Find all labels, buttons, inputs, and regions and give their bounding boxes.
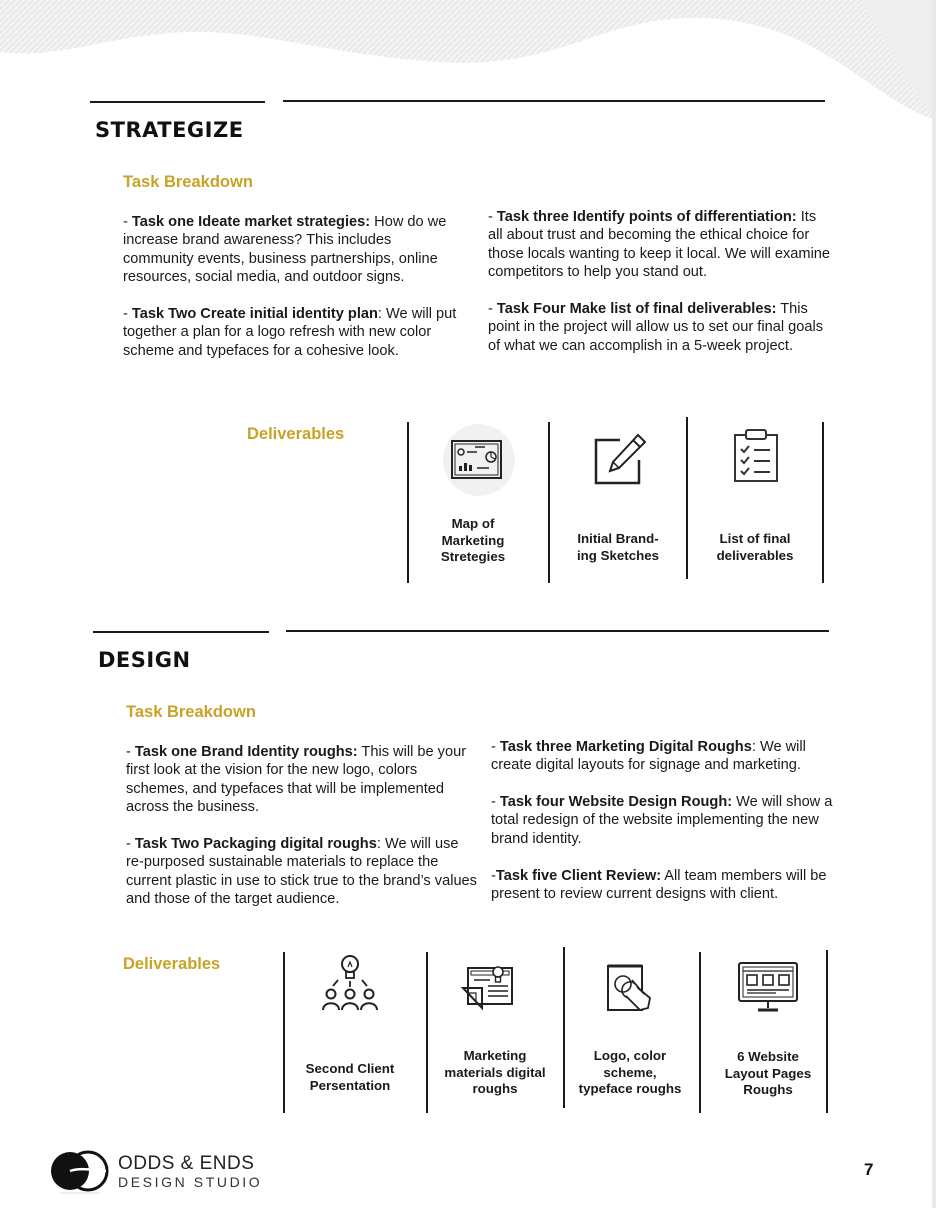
marketing-dashboard-icon [441,424,517,498]
task-breakdown-heading: Task Breakdown [123,173,253,191]
divider [686,417,688,579]
section-rule-right [286,630,829,632]
page-number: 7 [864,1160,874,1179]
deliverable-label: Marketing materials digital roughs [444,1048,546,1096]
divider [563,947,565,1108]
page-edge [932,0,936,1208]
divider [283,952,285,1113]
deliverable-label: 6 Website Layout Pages Roughs [724,1049,812,1097]
section-title-design: DESIGN [98,648,191,672]
website-monitor-icon [736,960,800,1014]
divider [548,422,550,583]
deliverable-label: List of final deliverables [716,531,794,563]
deliverables-heading: Deliverables [123,955,221,973]
divider [826,950,828,1113]
section-title-strategize: STRATEGIZE [95,118,244,142]
divider [426,952,428,1113]
deliverable-label: Logo, color scheme, typeface roughs [578,1048,682,1096]
divider [822,422,824,583]
strategize-task-one: - Task one Ideate market strategies: How do we increase brand awareness? This includes community events, business partnerships, online resources, social media, and outdoor signs. [123,214,447,285]
studio-name: ODDS & ENDS [118,1153,255,1174]
divider [699,952,701,1113]
design-tools-icon [460,962,516,1012]
studio-logo-icon [50,1146,112,1196]
design-task-two: - Task Two Packaging digital roughs: We will use re-purposed sustainable materials to replace the current plastic in use to stick true to the brand’s values and those of the target audience. [126,836,477,907]
section-rule-left [93,631,269,633]
design-task-five: -Task five Client Review: All team members will be present to review current designs with client. [491,868,827,903]
design-task-three: - Task three Marketing Digital Roughs: We will create digital layouts for signage and marketing. [491,739,806,774]
design-task-one: - Task one Brand Identity roughs: This will be your first look at the vision for the new logo, colors schemes, and typefaces that will be implemented across the business. [126,744,467,815]
deliverable-label: Map of Marketing Stretegies [440,516,506,564]
section-rule-right [283,100,825,102]
strategize-task-three: - Task three Identify points of differentiation: Its all about trust and becoming the ethical choice for those locals wanting to keep it local. We will examine competitors to help you stand out. [488,209,831,280]
deliverable-label: Second Client Persentation [305,1061,395,1093]
checklist-clipboard-icon [732,428,780,484]
team-idea-icon [318,952,382,1014]
deliverables-heading: Deliverables [247,425,345,443]
task-breakdown-heading: Task Breakdown [126,703,256,721]
design-task-four: - Task four Website Design Rough: We will show a total redesign of the website implementing the new brand identity. [491,794,833,847]
section-rule-left [90,101,265,103]
strategize-task-two: - Task Two Create initial identity plan: We will put together a plan for a logo refresh with new color scheme and typefaces for a cohesive look. [123,306,457,359]
pencil-sketch-icon [592,432,648,488]
logo-sketch-icon [604,960,656,1016]
deliverable-label: Initial Brand-ing Sketches [576,531,660,563]
divider [407,422,409,583]
strategize-task-four: - Task Four Make list of final deliverables: This point in the project will allow us to set our final goals of what we can accomplish in a 5-week project. [488,301,824,354]
studio-subtitle: DESIGN STUDIO [118,1174,263,1190]
